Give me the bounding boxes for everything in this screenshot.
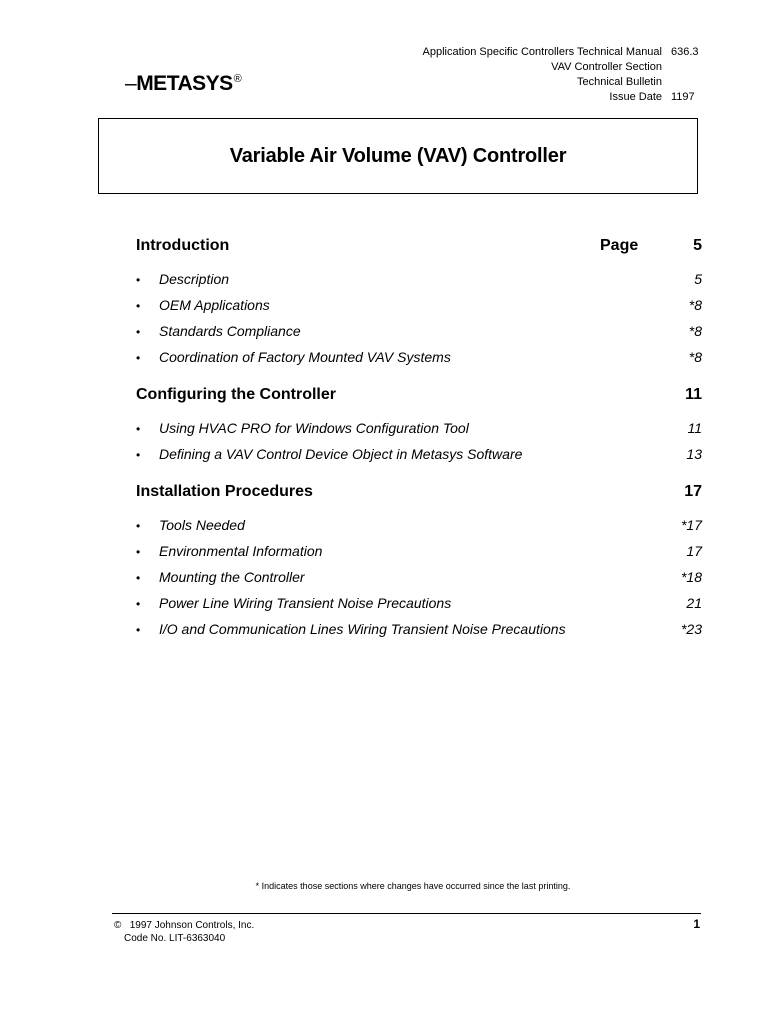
bullet-icon: •	[136, 422, 141, 436]
header-section-value	[662, 60, 713, 75]
toc-item-page: 5	[694, 271, 702, 287]
footer-info	[114, 919, 254, 945]
toc-item-page: *23	[680, 621, 702, 637]
toc-item-label: Description	[159, 271, 230, 287]
title-box	[98, 118, 698, 194]
header-section-name: VAV Controller Section	[551, 61, 662, 73]
toc-item-label: Mounting the Controller	[159, 569, 305, 585]
bullet-icon: •	[136, 351, 141, 365]
bullet-icon: •	[136, 273, 141, 287]
header-manual-title: Application Specific Controllers Technical Manual	[422, 46, 662, 58]
toc-item-page: *8	[688, 349, 702, 365]
logo-name: METASYS	[136, 72, 233, 95]
logo-dash: –	[125, 72, 137, 95]
toc-item-label: I/O and Communication Lines Wiring Transient Noise Precautions	[159, 621, 566, 637]
bullet-icon: •	[136, 299, 141, 313]
bullet-icon: •	[136, 448, 141, 462]
toc-item-page: *17	[680, 517, 702, 533]
copyright-line	[114, 919, 254, 932]
toc-item[interactable]	[136, 517, 702, 543]
toc-item[interactable]	[136, 595, 702, 621]
bullet-icon: •	[136, 545, 141, 559]
toc-item[interactable]	[136, 323, 702, 349]
registered-mark: ®	[233, 73, 242, 85]
section-title: Installation Procedures	[136, 483, 313, 500]
bullet-icon: •	[136, 519, 141, 533]
bullet-icon: •	[136, 623, 141, 637]
toc-item[interactable]	[136, 420, 702, 446]
header-line-section	[380, 60, 713, 75]
section-title: Configuring the Controller	[136, 386, 336, 403]
toc-section-installation	[136, 483, 702, 647]
toc-item-label: OEM Applications	[159, 297, 270, 313]
toc-item[interactable]	[136, 569, 702, 595]
header-issue-date-label: Issue Date	[609, 91, 662, 103]
toc-item-label: Coordination of Factory Mounted VAV Systems	[159, 349, 451, 365]
toc-item-label: Tools Needed	[159, 517, 245, 533]
code-number: Code No. LIT-6363040	[124, 933, 226, 944]
copyright-text: 1997 Johnson Controls, Inc.	[129, 920, 255, 931]
toc-item-page: *8	[688, 297, 702, 313]
section-heading	[136, 386, 702, 410]
section-page-number: 5	[693, 237, 702, 254]
header-issue-date-value: 1197	[671, 91, 695, 103]
header-bulletin-type: Technical Bulletin	[577, 76, 662, 88]
header-line-issue-date	[380, 90, 713, 105]
footer-page-number: 1	[693, 917, 700, 931]
header-manual-number: 636.3	[671, 46, 699, 58]
section-page-number: 17	[684, 483, 702, 500]
toc-item-page: 13	[686, 446, 702, 462]
header-line-manual	[380, 45, 713, 60]
document-title: Variable Air Volume (VAV) Controller	[229, 144, 567, 167]
bullet-icon: •	[136, 571, 141, 585]
toc-item[interactable]	[136, 349, 702, 375]
footer-divider	[112, 913, 701, 914]
toc-item[interactable]	[136, 621, 702, 647]
copyright-symbol: ©	[114, 920, 122, 931]
toc-item-label: Using HVAC PRO for Windows Configuration Tool	[159, 420, 469, 436]
section-title: Introduction	[136, 237, 230, 254]
toc-item-label: Standards Compliance	[159, 323, 301, 339]
section-page-number: 11	[685, 386, 702, 403]
toc-item-page: *8	[688, 323, 702, 339]
header-bulletin-value	[662, 75, 713, 90]
toc-item-label: Power Line Wiring Transient Noise Precautions	[159, 595, 452, 611]
metasys-logo	[125, 72, 241, 96]
toc-item-page: 17	[686, 543, 702, 559]
toc-item-label: Defining a VAV Control Device Object in Metasys Software	[159, 446, 523, 462]
toc-section-introduction	[136, 237, 702, 375]
toc-item-page: *18	[680, 569, 702, 585]
toc-item[interactable]	[136, 543, 702, 569]
toc-item[interactable]	[136, 271, 702, 297]
toc-item-page: 21	[686, 595, 702, 611]
bullet-icon: •	[136, 325, 141, 339]
section-heading	[136, 237, 702, 261]
toc-item[interactable]	[136, 446, 702, 472]
toc-item[interactable]	[136, 297, 702, 323]
page-column-label: Page	[600, 237, 639, 254]
header-line-bulletin	[380, 75, 713, 90]
toc-section-configuring	[136, 386, 702, 472]
changes-footnote: * Indicates those sections where changes have occurred since the last printing.	[255, 881, 571, 891]
toc-item-label: Environmental Information	[159, 543, 323, 559]
section-heading	[136, 483, 702, 507]
bullet-icon: •	[136, 597, 141, 611]
header-info	[380, 45, 713, 105]
toc-item-page: 11	[687, 420, 702, 436]
